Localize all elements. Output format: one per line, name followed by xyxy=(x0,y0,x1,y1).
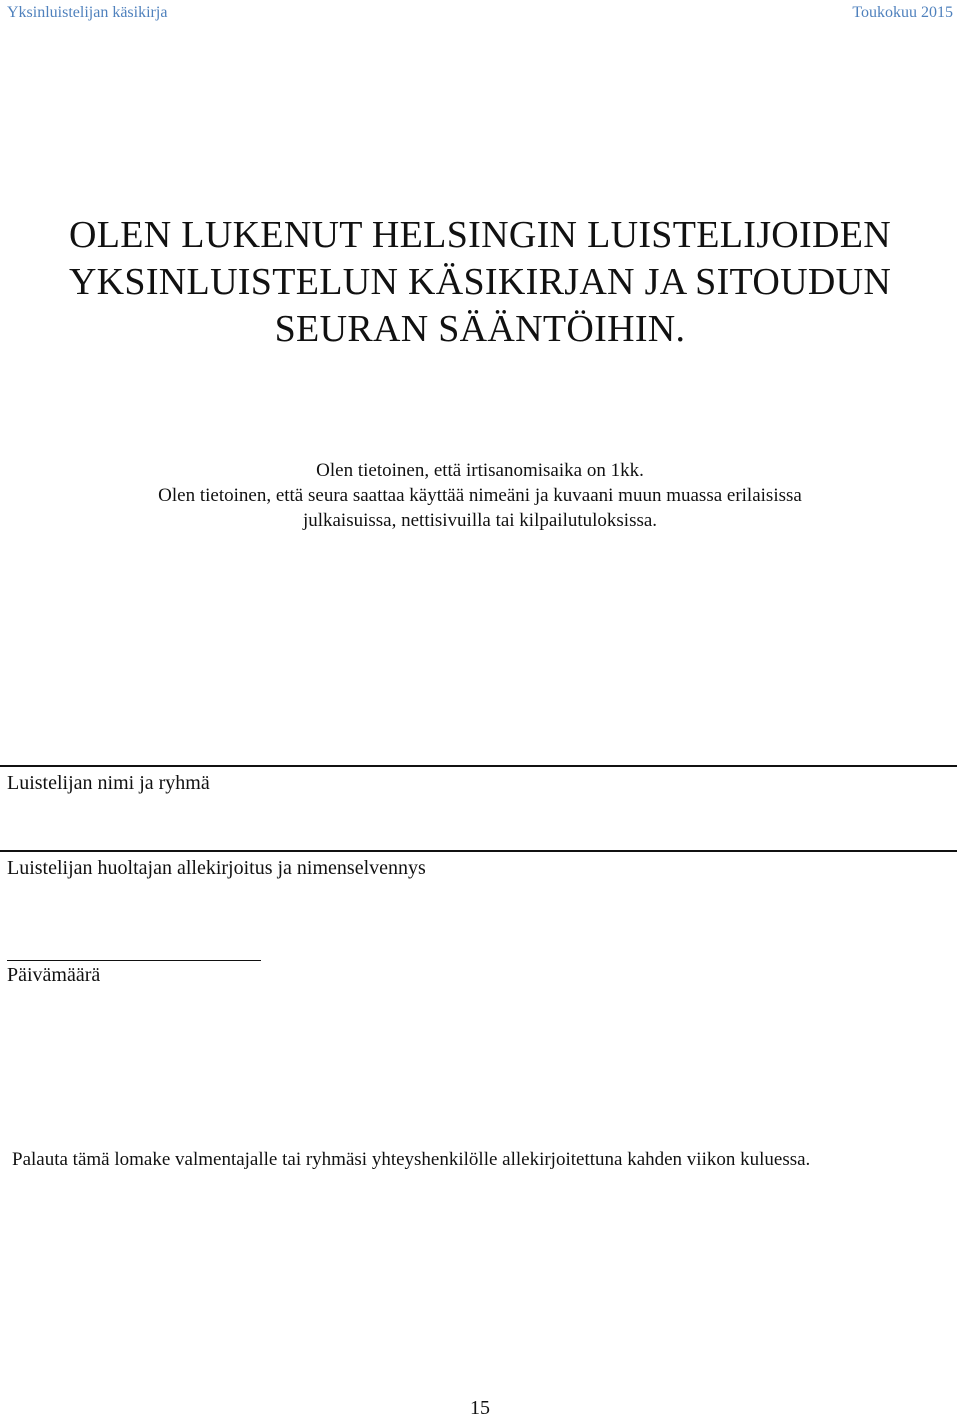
page-number: 15 xyxy=(470,1397,490,1419)
document-title xyxy=(0,212,960,353)
notice-line: julkaisuissa, nettisivuilla tai kilpailutuloksissa. xyxy=(302,510,658,531)
guardian-signature-line[interactable] xyxy=(0,850,957,852)
date-line[interactable] xyxy=(7,960,261,961)
guardian-signature-label: Luistelijan huoltajan allekirjoitus ja nimenselvennys xyxy=(7,857,426,879)
running-header-title: Yksinluistelijan käsikirja xyxy=(7,4,168,21)
title-line: SEURAN SÄÄNTÖIHIN. xyxy=(274,308,686,350)
skater-name-line[interactable] xyxy=(0,765,957,767)
skater-name-label: Luistelijan nimi ja ryhmä xyxy=(7,772,210,794)
title-line: OLEN LUKENUT HELSINGIN LUISTELIJOIDEN xyxy=(69,214,891,256)
notice-line: Olen tietoinen, että irtisanomisaika on 1kk. xyxy=(316,460,644,481)
running-header-date: Toukokuu 2015 xyxy=(852,4,953,21)
return-instructions: Palauta tämä lomake valmentajalle tai ryhmäsi yhteyshenkilölle allekirjoitettuna kahden viikon kuluessa. xyxy=(12,1149,811,1170)
date-label: Päivämäärä xyxy=(7,964,101,986)
title-line: YKSINLUISTELUN KÄSIKIRJAN JA SITOUDUN xyxy=(68,261,892,303)
consent-notice xyxy=(0,458,960,533)
notice-line: Olen tietoinen, että seura saattaa käyttää nimeäni ja kuvaani muun muassa erilaisissa xyxy=(158,485,802,506)
